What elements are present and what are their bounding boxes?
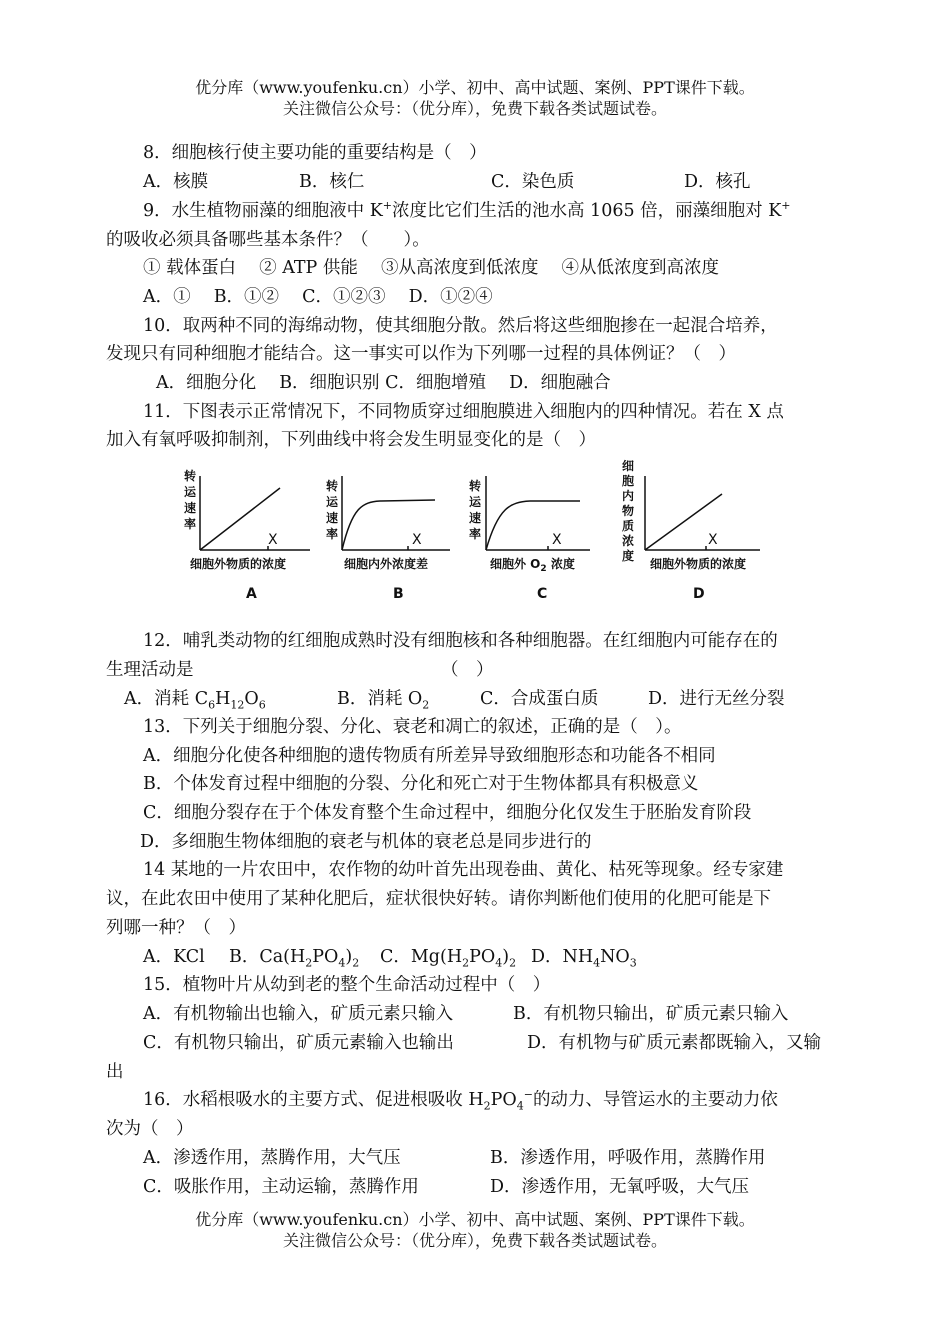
q8-option-d: D．核孔 [684, 172, 751, 192]
graph-a-xlabel: 细胞外物质的浓度 [190, 557, 287, 571]
q8-option-b: B．核仁 [299, 172, 365, 192]
q16-option-d: D．渗透作用，无氧呼吸，大气压 [490, 1177, 750, 1197]
q15-option-c: C．有机物只输出，矿质元素输入也输出 [143, 1033, 454, 1053]
q12-option-d: D．进行无丝分裂 [648, 689, 785, 709]
q12-a-6a: 6 [208, 698, 216, 712]
graph-d-xlabel: 细胞外物质的浓度 [650, 557, 747, 571]
graph-c-xlabel-b: 浓度 [546, 557, 575, 571]
graph-a-ylabel-2: 运 [184, 485, 197, 499]
graph-a-letter: A [246, 586, 257, 602]
q11-stem-line2: 加入有氧呼吸抑制剂，下列曲线中将会发生明显变化的是（ ） [106, 430, 596, 450]
graph-b-marker: X [412, 532, 422, 548]
q9-stem-b: 浓度比它们生活的池水高 1065 倍，丽藻细胞对 K [392, 201, 782, 221]
q12-stem-line2: 生理活动是 [106, 660, 194, 680]
graph-d-ylabel-6: 浓 [622, 534, 635, 548]
q12-b-pre: B．消耗 O [337, 689, 423, 709]
q13-option-c: C．细胞分裂存在于个体发育整个生命过程中，细胞分化仅发生于胚胎发育阶段 [143, 803, 752, 823]
q10-options: A．细胞分化 B．细胞识别 C．细胞增殖 D．细胞融合 [156, 373, 611, 393]
q12-a-pre: A．消耗 C [124, 689, 209, 709]
q12-stem-line1: 12．哺乳类动物的红细胞成熟时没有细胞核和各种细胞器。在红细胞内可能存在的 [143, 631, 778, 651]
q14-c-mid: PO [469, 947, 496, 967]
graph-c-ylabel-1: 转 [469, 479, 482, 493]
header-line-1: 优分库（www.youfenku.cn）小学、初中、高中试题、案例、PPT课件下载。 [195, 78, 755, 97]
graph-c-ylabel-4: 率 [469, 527, 482, 541]
q14-b-2: 2 [305, 956, 313, 970]
graph-d-ylabel-1: 细 [622, 459, 635, 473]
q14-option-b [229, 945, 359, 969]
graph-d [622, 458, 760, 602]
q15-stem: 15．植物叶片从幼到老的整个生命活动过程中（ ） [143, 975, 551, 995]
q14-stem-line2: 议，在此农田中使用了某种化肥后，症状很快好转。请你判断他们使用的化肥可能是下 [106, 889, 771, 909]
q9-conditions: ① 载体蛋白 ② ATP 供能 ③从高浓度到低浓度 ④从低浓度到高浓度 [143, 258, 720, 278]
q11-graphs [0, 458, 950, 608]
q16-option-c: C．吸胀作用，主动运输，蒸腾作用 [143, 1177, 419, 1197]
graph-d-marker: X [708, 532, 718, 548]
q9-stem-a: 9．水生植物丽藻的细胞液中 K [143, 201, 383, 221]
q12-option-b [337, 687, 429, 711]
q12-a-o: O [244, 689, 259, 709]
q16-stem-a: 16．水稻根吸水的主要方式、促进根吸收 H [143, 1090, 484, 1110]
q14-option-a: A．KCl [143, 947, 205, 967]
q16-sup: − [523, 1088, 533, 1102]
q16-option-a: A．渗透作用，蒸腾作用，大气压 [143, 1148, 401, 1168]
graph-b-letter: B [393, 586, 404, 602]
header-line-2: 关注微信公众号：（优分库），免费下载各类试题试卷。 [282, 99, 667, 118]
graph-a-marker: X [268, 532, 278, 548]
graph-c-curve [486, 501, 580, 550]
q11-stem-line1: 11．下图表示正常情况下，不同物质穿过细胞膜进入细胞内的四种情况。若在 X 点 [143, 402, 784, 422]
q14-d-4: 4 [593, 956, 601, 970]
q8-option-a: A．核膜 [143, 172, 209, 192]
graph-a-ylabel-4: 率 [184, 517, 197, 531]
q16-stem-line2: 次为（ ） [106, 1119, 194, 1139]
graph-b-ylabel-1: 转 [326, 479, 339, 493]
q10-stem-line1: 10．取两种不同的海绵动物，使其细胞分散。然后将这些细胞掺在一起混合培养， [143, 316, 778, 336]
q14-option-c [380, 945, 516, 969]
q14-d-3: 3 [629, 956, 637, 970]
q13-stem: 13．下列关于细胞分裂、分化、衰老和凋亡的叙述，正确的是（ ）。 [143, 717, 682, 737]
graph-c-xlabel-sub: 2 [540, 564, 547, 574]
graph-a [184, 468, 310, 602]
q9-stem-line2: 的吸收必须具备哪些基本条件？（ ）。 [106, 230, 430, 250]
q14-option-d [531, 945, 637, 969]
q14-b-2b: 2 [352, 956, 360, 970]
q12-a-12: 12 [230, 698, 245, 712]
footer-line-1: 优分库（www.youfenku.cn）小学、初中、高中试题、案例、PPT课件下载。 [195, 1210, 755, 1229]
q14-options [143, 945, 843, 969]
q9-options: A．① B．①② C．①②③ D．①②④ [143, 287, 493, 307]
q9-sup-2: + [781, 199, 791, 213]
q14-b-pre: B．Ca(H [229, 947, 306, 967]
q12-a-h: H [215, 689, 231, 709]
q14-d-mid: NO [600, 947, 630, 967]
q14-b-mid: PO [312, 947, 339, 967]
graph-b-ylabel-3: 速 [326, 511, 339, 525]
q14-c-pre: C．Mg(H [380, 947, 463, 967]
graph-c-ylabel-2: 运 [469, 495, 482, 509]
q12-paren: （ ） [441, 660, 494, 680]
q8-stem: 8．细胞核行使主要功能的重要结构是（ ） [143, 143, 487, 163]
q15-option-a: A．有机物输出也输入，矿质元素只输入 [143, 1004, 454, 1024]
q12-options [124, 687, 844, 711]
graph-a-ylabel-1: 转 [184, 469, 197, 483]
graph-b [326, 476, 450, 602]
graph-c-xlabel-a: 细胞外 O [490, 557, 541, 571]
q14-stem-line3: 列哪一种？（ ） [106, 918, 246, 938]
q12-option-a [124, 687, 266, 711]
graph-c-ylabel-3: 速 [469, 511, 482, 525]
graph-a-ylabel-3: 速 [184, 501, 197, 515]
q14-stem-line1: 14 某地的一片农田中，农作物的幼叶首先出现卷曲、黄化、枯死等现象。经专家建 [143, 860, 784, 880]
graph-d-letter: D [693, 586, 705, 602]
q8-options [143, 170, 843, 194]
q16-po: PO [490, 1090, 517, 1110]
q12-a-6b: 6 [258, 698, 266, 712]
graph-b-ylabel-2: 运 [326, 495, 339, 509]
q9-sup-1: + [382, 199, 392, 213]
graph-d-ylabel-4: 物 [622, 504, 635, 518]
graph-c-marker: X [552, 532, 562, 548]
q16-sub-4: 4 [516, 1099, 524, 1113]
q16-option-b: B．渗透作用，呼吸作用，蒸腾作用 [490, 1148, 766, 1168]
q13-option-d: D．多细胞生物体细胞的衰老与机体的衰老总是同步进行的 [140, 832, 592, 852]
q13-option-a: A．细胞分化使各种细胞的遗传物质有所差异导致细胞形态和功能各不相同 [143, 746, 716, 766]
q8-option-c: C．染色质 [491, 172, 575, 192]
q16-stem-line1 [143, 1088, 778, 1112]
q10-stem-line2: 发现只有同种细胞才能结合。这一事实可以作为下列哪一过程的具体例证？（ ） [106, 344, 736, 364]
graph-d-ylabel-2: 胞 [622, 474, 635, 488]
graph-d-ylabel-5: 质 [622, 519, 635, 533]
graph-b-ylabel-4: 率 [326, 527, 339, 541]
footer-line-2: 关注微信公众号：（优分库），免费下载各类试题试卷。 [282, 1231, 667, 1250]
q14-c-2: 2 [462, 956, 470, 970]
q14-b-4: 4 [338, 956, 346, 970]
q13-option-b: B．个体发育过程中细胞的分裂、分化和死亡对于生物体都具有积极意义 [143, 774, 699, 794]
q15-option-d: D．有机物与矿质元素都既输入，又输 [527, 1033, 822, 1053]
graph-c-letter: C [537, 586, 548, 602]
q14-c-4: 4 [495, 956, 503, 970]
q12-option-c: C．合成蛋白质 [480, 689, 599, 709]
q15-option-d-cont: 出 [106, 1062, 124, 1082]
graph-c [469, 476, 590, 602]
q16-sub-2: 2 [483, 1099, 491, 1113]
graph-d-ylabel-3: 内 [622, 489, 635, 503]
q9-stem-line1 [143, 199, 791, 223]
q14-d-pre: D．NH [531, 947, 594, 967]
q14-c-2b: 2 [509, 956, 517, 970]
graph-d-ylabel-7: 度 [622, 549, 635, 563]
q15-option-b: B．有机物只输出，矿质元素只输入 [513, 1004, 789, 1024]
q14-b-post: ) [345, 947, 353, 967]
q12-b-2: 2 [422, 698, 430, 712]
q14-c-post: ) [502, 947, 510, 967]
graph-c-xlabel [490, 556, 575, 574]
q16-stem-b: 的动力、导管运水的主要动力依 [532, 1090, 778, 1110]
graph-b-xlabel: 细胞内外浓度差 [344, 557, 429, 571]
